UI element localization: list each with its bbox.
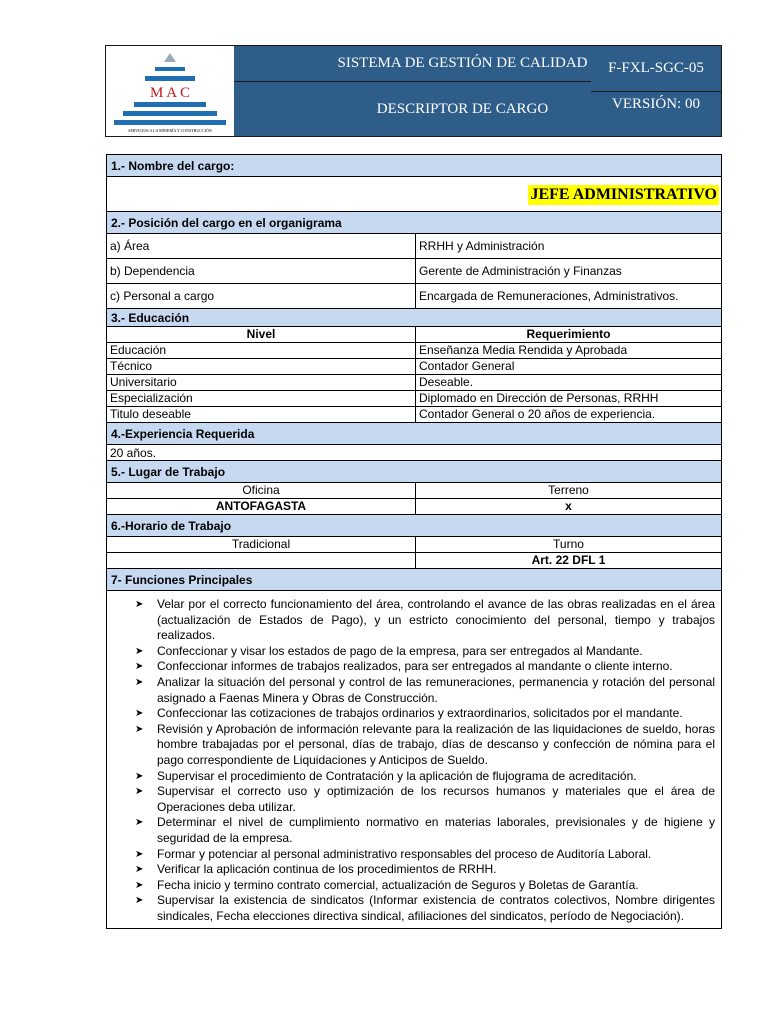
list-item — [113, 706, 715, 722]
education-header-row — [107, 327, 721, 343]
system-title: SISTEMA DE GESTIÓN DE CALIDAD — [234, 46, 692, 82]
section-heading-workplace: 5.- Lugar de Trabajo — [107, 461, 721, 483]
education-requirement: Contador General o 20 años de experiencia. — [419, 407, 656, 421]
workplace-field-value: x — [565, 499, 572, 513]
schedule-col-traditional: Tradicional — [107, 537, 416, 552]
logo-text: M A C — [149, 85, 191, 101]
workplace-header-row — [107, 483, 721, 499]
arrow-bullet-icon: ➤ — [135, 848, 144, 860]
education-level: Titulo deseable — [107, 407, 416, 422]
schedule-shift-value: Art. 22 DFL 1 — [531, 553, 606, 567]
list-item — [113, 862, 715, 878]
list-item — [113, 659, 715, 675]
position-row — [107, 259, 721, 284]
document-code: F-FXL-SGC-05 — [591, 46, 721, 92]
education-requirement: Contador General — [419, 359, 515, 373]
position-value: RRHH y Administración — [419, 239, 545, 253]
education-level: Técnico — [107, 359, 416, 374]
arrow-bullet-icon: ➤ — [135, 879, 144, 891]
function-text: Confeccionar y visar los estados de pago de la empresa, para ser entregados al Mandante. — [157, 643, 643, 658]
document-header — [105, 45, 722, 137]
job-descriptor-form — [106, 154, 722, 929]
list-item — [113, 722, 715, 769]
list-item — [113, 769, 715, 785]
section-heading-experience: 4.-Experiencia Requerida — [107, 423, 721, 445]
arrow-bullet-icon: ➤ — [135, 708, 144, 720]
document-version: VERSIÓN: 00 — [591, 92, 721, 136]
position-label: b) Dependencia — [107, 259, 416, 283]
schedule-traditional-value — [107, 553, 416, 568]
education-row — [107, 375, 721, 391]
education-requirement: Deseable. — [419, 375, 474, 389]
function-text: Supervisar la existencia de sindicatos (Informar existencia de contratos colectivos, Nombre dirigentes sindicales, Fecha elecciones directiva sindical, afiliaciones del sindicatos, período de Negociación). — [157, 893, 715, 923]
arrow-bullet-icon: ➤ — [135, 786, 144, 798]
company-logo — [106, 46, 235, 136]
position-row — [107, 284, 721, 309]
document-subtitle: DESCRIPTOR DE CARGO — [234, 82, 692, 136]
experience-value: 20 años. — [107, 445, 721, 461]
section-heading-schedule: 6.-Horario de Trabajo — [107, 515, 721, 537]
workplace-col-office: Oficina — [107, 483, 416, 498]
arrow-bullet-icon: ➤ — [135, 723, 144, 735]
schedule-value-row — [107, 553, 721, 569]
function-text: Velar por el correcto funcionamiento del área, controlando el avance de las obras realizadas en el área (actualización de Estados de Pago), y un estricto conocimiento del personal, tiempo y trabajos realizados. — [157, 597, 715, 643]
function-text: Revisión y Aprobación de información relevante para la realización de las liquidaciones de sueldo, horas hombre trabajadas por el personal, días de trabajo, días de descanso y confección de nómina para el pago correspondiente de Liquidaciones y Anticipos de Sueldo. — [157, 721, 715, 767]
education-row — [107, 407, 721, 423]
logo-tagline: SERVICIOS A LA MINERÍA Y CONSTRUCCIÓN — [128, 128, 212, 133]
list-item — [113, 878, 715, 894]
function-text: Confeccionar informes de trabajos realizados, para ser entregados al mandante o cliente interno. — [157, 659, 673, 674]
functions-list — [107, 591, 721, 928]
workplace-col-field: Terreno — [548, 483, 589, 497]
education-level: Universitario — [107, 375, 416, 390]
education-requirement: Enseñanza Media Rendida y Aprobada — [419, 343, 628, 357]
education-row — [107, 391, 721, 407]
function-text: Confeccionar las cotizaciones de trabajos ordinarios y extraordinarios, solicitados por el mandante. — [157, 706, 683, 721]
section-heading-position: 2.- Posición del cargo en el organigrama — [107, 212, 721, 234]
arrow-bullet-icon: ➤ — [135, 864, 144, 876]
workplace-office-value: ANTOFAGASTA — [107, 499, 416, 514]
education-level: Educación — [107, 343, 416, 358]
function-text: Analizar la situación del personal y control de las remuneraciones, permanencia y rotación del personal asignado a Faenas Minera y Obras de Construcción. — [157, 674, 715, 705]
list-item — [113, 644, 715, 660]
position-label: a) Área — [107, 234, 416, 258]
position-label: c) Personal a cargo — [107, 284, 416, 308]
list-item — [113, 784, 715, 815]
function-text: Supervisar el procedimiento de Contratación y la aplicación de flujograma de acreditación. — [157, 768, 637, 783]
arrow-bullet-icon: ➤ — [135, 645, 144, 657]
list-item — [113, 815, 715, 846]
list-item — [113, 847, 715, 863]
pyramid-logo-icon — [106, 46, 234, 136]
workplace-value-row — [107, 499, 721, 515]
schedule-header-row — [107, 537, 721, 553]
arrow-bullet-icon: ➤ — [135, 599, 144, 610]
schedule-col-shift: Turno — [553, 537, 584, 551]
function-text: Formar y potenciar al personal administrativo responsables del proceso de Auditoría Laboral. — [157, 846, 652, 861]
position-value: Gerente de Administración y Finanzas — [419, 264, 622, 278]
education-row — [107, 359, 721, 375]
function-text: Fecha inicio y termino contrato comercial, actualización de Seguros y Boletas de Garantía. — [157, 877, 639, 892]
function-text: Determinar el nivel de cumplimiento normativo en materias laborales, previsionales y de higiene y seguridad de la empresa. — [157, 815, 715, 845]
arrow-bullet-icon: ➤ — [135, 676, 144, 688]
function-text: Verificar la aplicación continua de los procedimientos de RRHH. — [157, 862, 497, 877]
arrow-bullet-icon: ➤ — [135, 770, 144, 782]
list-item — [113, 893, 715, 924]
section-heading-functions: 7- Funciones Principales — [107, 569, 721, 591]
education-col-level: Nivel — [107, 327, 416, 342]
position-value: Encargada de Remuneraciones, Administrativos. — [419, 289, 679, 303]
section-heading-education: 3.- Educación — [107, 309, 721, 327]
job-title-row — [107, 177, 721, 212]
arrow-bullet-icon: ➤ — [135, 817, 144, 829]
education-level: Especialización — [107, 391, 416, 406]
arrow-bullet-icon: ➤ — [135, 895, 144, 907]
function-text: Supervisar el correcto uso y optimización de los recursos humanos y materiales que el área de Operaciones deba utilizar. — [157, 784, 715, 814]
list-item — [113, 675, 715, 706]
position-row — [107, 234, 721, 259]
arrow-bullet-icon: ➤ — [135, 661, 144, 673]
education-col-requirement: Requerimiento — [526, 327, 611, 341]
list-item — [113, 597, 715, 644]
job-title: JEFE ADMINISTRATIVO — [530, 186, 717, 203]
education-row — [107, 343, 721, 359]
education-requirement: Diplomado en Dirección de Personas, RRHH — [419, 391, 659, 405]
section-heading-job-name: 1.- Nombre del cargo: — [107, 155, 721, 177]
